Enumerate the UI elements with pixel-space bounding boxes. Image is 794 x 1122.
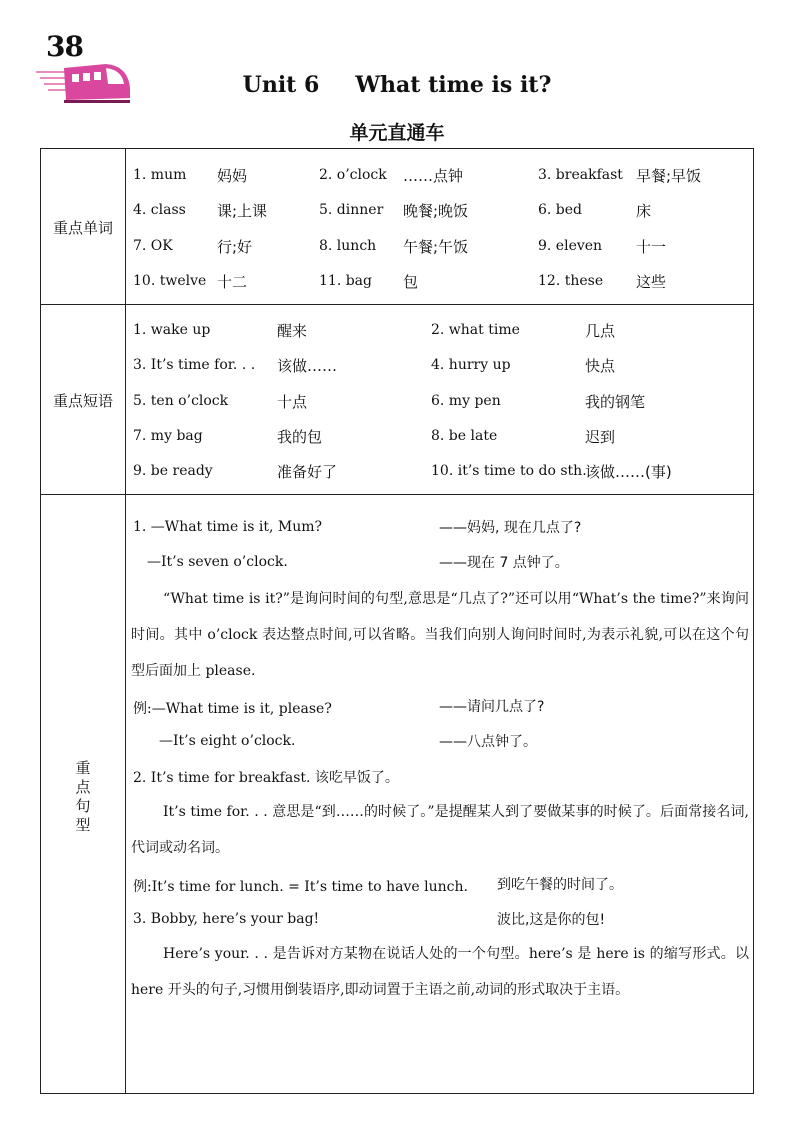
phrase-meaning: 十点 xyxy=(277,393,308,411)
word-term: 12. these xyxy=(538,273,604,289)
word-term: 2. o’clock xyxy=(319,167,387,183)
phrase-meaning: 该做……(事) xyxy=(585,463,672,481)
word-term: 6. bed xyxy=(538,202,583,218)
phrase-term: 8. be late xyxy=(431,428,498,444)
word-meaning: ……点钟 xyxy=(403,167,464,185)
sentences-label-text: 重 点 句 型 xyxy=(75,759,91,834)
phrase-meaning: 快点 xyxy=(585,357,616,375)
word-meaning: 床 xyxy=(636,202,652,220)
word-meaning: 这些 xyxy=(636,273,667,291)
phrase-meaning: 该做…… xyxy=(277,357,338,375)
ex1-answer-zh: ——八点钟了。 xyxy=(439,734,537,750)
phrase-meaning: 准备好了 xyxy=(277,463,338,481)
word-term: 9. eleven xyxy=(538,238,603,254)
phrase-meaning: 几点 xyxy=(585,322,616,340)
row-divider xyxy=(41,304,753,305)
unit-number: Unit 6 xyxy=(242,72,320,98)
row-divider xyxy=(41,494,753,495)
s1-question-zh: ——妈妈, 现在几点了? xyxy=(439,520,582,536)
word-meaning: 课;上课 xyxy=(217,202,268,220)
s1-question: 1. —What time is it, Mum? xyxy=(133,519,322,535)
word-term: 8. lunch xyxy=(319,238,377,254)
phrase-term: 2. what time xyxy=(431,322,520,338)
s2-explanation: It’s time for. . . 意思是“到……的时候了。”是提醒某人到了要做某事的时候了。后面常接名词,代词或动名词。 xyxy=(131,804,749,856)
word-term: 3. breakfast xyxy=(538,167,623,183)
summary-table xyxy=(40,148,754,1094)
word-meaning: 午餐;午饭 xyxy=(403,238,469,256)
word-term: 10. twelve xyxy=(133,273,207,289)
phrase-term: 1. wake up xyxy=(133,322,211,338)
s3-zh: 波比,这是你的包! xyxy=(497,912,606,928)
s2-title: 2. It’s time for breakfast. 该吃早饭了。 xyxy=(133,770,399,786)
word-term: 1. mum xyxy=(133,167,187,183)
phrase-meaning: 我的包 xyxy=(277,428,323,446)
s3-title: 3. Bobby, here’s your bag! xyxy=(133,911,320,927)
sentences-label xyxy=(41,759,125,835)
phrase-term: 5. ten o’clock xyxy=(133,393,229,409)
section-subtitle: 单元直通车 xyxy=(349,122,445,144)
word-meaning: 十一 xyxy=(636,238,667,256)
ex2-zh: 到吃午餐的时间了。 xyxy=(497,877,623,893)
s1-answer-zh: ——现在 7 点钟了。 xyxy=(439,555,569,571)
word-meaning: 晚餐;晚饭 xyxy=(403,202,469,220)
s1-answer: —It’s seven o’clock. xyxy=(147,554,288,570)
phrase-term: 10. it’s time to do sth. xyxy=(431,463,587,479)
word-meaning: 早餐;早饭 xyxy=(636,167,702,185)
phrase-meaning: 醒来 xyxy=(277,322,308,340)
word-term: 4. class xyxy=(133,202,186,218)
unit-name: What time is it? xyxy=(355,72,552,98)
word-meaning: 包 xyxy=(403,273,419,291)
phrase-term: 9. be ready xyxy=(133,463,213,479)
phrase-term: 3. It’s time for. . . xyxy=(133,357,256,373)
word-meaning: 行;好 xyxy=(217,238,253,256)
phrase-meaning: 我的钢笔 xyxy=(585,393,646,411)
phrase-term: 7. my bag xyxy=(133,428,203,444)
phrase-term: 6. my pen xyxy=(431,393,501,409)
phrase-meaning: 迟到 xyxy=(585,428,616,446)
ex2-sentence: 例:It’s time for lunch. = It’s time to have lunch. xyxy=(133,879,468,895)
phrase-term: 4. hurry up xyxy=(431,357,511,373)
ex1-answer: —It’s eight o’clock. xyxy=(159,733,296,749)
column-divider xyxy=(125,149,126,1093)
ex1-question: 例:—What time is it, please? xyxy=(133,701,332,717)
ex1-question-zh: ——请问几点了? xyxy=(439,699,545,715)
page-number: 38 xyxy=(46,30,83,63)
s1-explanation: “What time is it?”是询问时间的句型,意思是“几点了?”还可以用“What’s the time?”来询问时间。其中 o’clock 表达整点时间,可以省略。当我们向别人询问时间时,为表示礼貌,可以在这个句型后面加上 please. xyxy=(131,591,749,679)
word-meaning: 妈妈 xyxy=(217,167,248,185)
phrases-label: 重点短语 xyxy=(52,392,113,410)
s3-explanation: Here’s your. . . 是告诉对方某物在说话人处的一个句型。here’s 是 here is 的缩写形式。以 here 开头的句子,习惯用倒装语序,即动词置于主语之前,动词的形式取决于主语。 xyxy=(131,946,749,998)
word-term: 7. OK xyxy=(133,238,173,254)
word-meaning: 十二 xyxy=(217,273,248,291)
unit-title xyxy=(0,72,794,98)
words-label: 重点单词 xyxy=(52,219,113,237)
word-term: 11. bag xyxy=(319,273,372,289)
word-term: 5. dinner xyxy=(319,202,384,218)
